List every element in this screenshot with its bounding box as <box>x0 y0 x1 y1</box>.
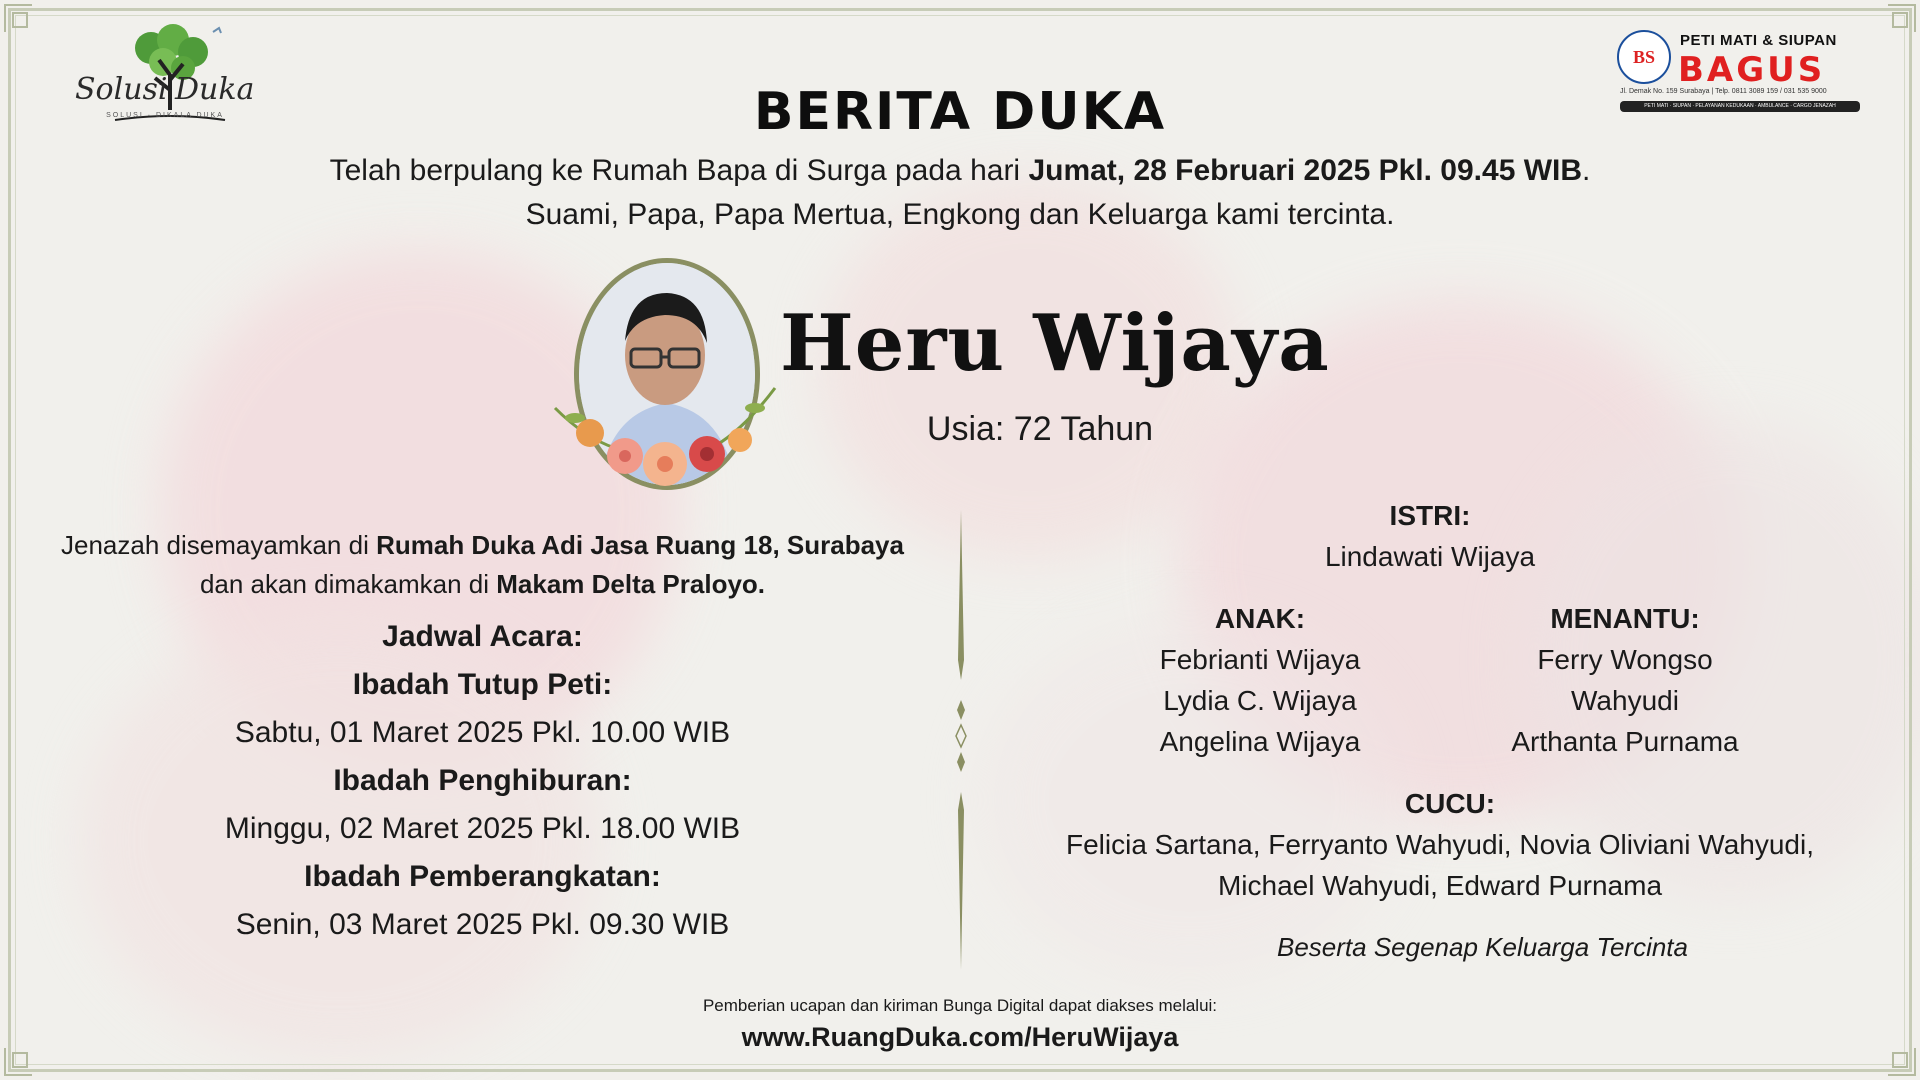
istri-label: ISTRI: <box>1389 500 1471 531</box>
event-datetime: Sabtu, 01 Maret 2025 Pkl. 10.00 WIB <box>234 716 731 749</box>
intro-prefix: Telah berpulang ke Rumah Bapa di Surga pada hari <box>329 154 1029 187</box>
schedule-heading: Jadwal Acara: <box>382 620 583 653</box>
intro-suffix: . <box>1582 154 1591 187</box>
footer-note: Pemberian ucapan dan kiriman Bunga Digital dapat diakses melalui: <box>702 996 1218 1015</box>
event-title: Ibadah Penghiburan: <box>333 764 632 797</box>
logo-text-duka: Duka <box>175 72 255 107</box>
bs-seal-icon: BS <box>1617 30 1671 84</box>
memorial-link[interactable]: www.RuangDuka.com/HeruWijaya <box>741 1022 1179 1052</box>
cemetery: Makam Delta Praloyo. <box>496 569 766 599</box>
location-prefix-2: dan akan dimakamkan di <box>199 569 497 599</box>
logo-address: Jl. Demak No. 159 Surabaya | Telp. 0811 3089 159 / 031 535 9000 <box>1620 88 1827 95</box>
funeral-home: Rumah Duka Adi Jasa Ruang 18, Surabaya <box>376 530 904 560</box>
page-title: BERITA DUKA <box>753 82 1167 142</box>
flower-wreath <box>545 378 785 498</box>
location-line-1 <box>20 530 945 561</box>
menantu-name: Arthanta Purnama <box>1511 726 1739 757</box>
closing-note: Beserta Segenap Keluarga Tercinta <box>1277 932 1688 962</box>
event-datetime: Minggu, 02 Maret 2025 Pkl. 18.00 WIB <box>224 812 741 845</box>
cucu-line-1: Felicia Sartana, Ferryanto Wahyudi, Novia Oliviani Wahyudi, <box>1065 829 1814 860</box>
intro-line-2: Suami, Papa, Papa Mertua, Engkong dan Keluarga kami tercinta. <box>525 198 1395 231</box>
location-prefix-1: Jenazah disemayamkan di <box>61 530 377 560</box>
logo-services: PETI MATI · SIUPAN · PELAYANAN KEDUKAAN · AMBULANCE · CARGO JENAZAH <box>1620 101 1860 112</box>
event-datetime: Senin, 03 Maret 2025 Pkl. 09.30 WIB <box>235 908 730 941</box>
menantu-label: MENANTU: <box>1550 603 1700 634</box>
deceased-name: Heru Wijaya <box>780 298 1330 389</box>
event-title: Ibadah Tutup Peti: <box>352 668 613 701</box>
anak-label: ANAK: <box>1214 603 1306 634</box>
logo-brand: BAGUS <box>1678 50 1826 90</box>
anak-name: Angelina Wijaya <box>1159 726 1361 757</box>
logo-top-line: PETI MATI & SIUPAN <box>1680 32 1837 49</box>
corner-ornament <box>1874 4 1916 46</box>
location-line-2 <box>20 569 945 600</box>
anak-name: Lydia C. Wijaya <box>1163 685 1357 716</box>
logo-text-solusi: Solusi <box>75 72 168 107</box>
cucu-label: CUCU: <box>1404 788 1496 819</box>
cucu-line-2: Michael Wahyudi, Edward Purnama <box>1217 870 1663 901</box>
deceased-age: Usia: 72 Tahun <box>926 410 1154 448</box>
intro-line-1 <box>0 154 1920 188</box>
menantu-name: Ferry Wongso <box>1537 644 1713 675</box>
logo-tagline: SOLUSI · DIKALA DUKA <box>106 112 224 119</box>
istri-name: Lindawati Wijaya <box>1324 541 1536 572</box>
menantu-name: Wahyudi <box>1571 685 1679 716</box>
anak-name: Febrianti Wijaya <box>1159 644 1361 675</box>
event-title: Ibadah Pemberangkatan: <box>304 860 661 893</box>
intro-date: Jumat, 28 Februari 2025 Pkl. 09.45 WIB <box>1028 154 1583 187</box>
corner-ornament <box>4 4 46 46</box>
vertical-divider <box>955 510 967 970</box>
